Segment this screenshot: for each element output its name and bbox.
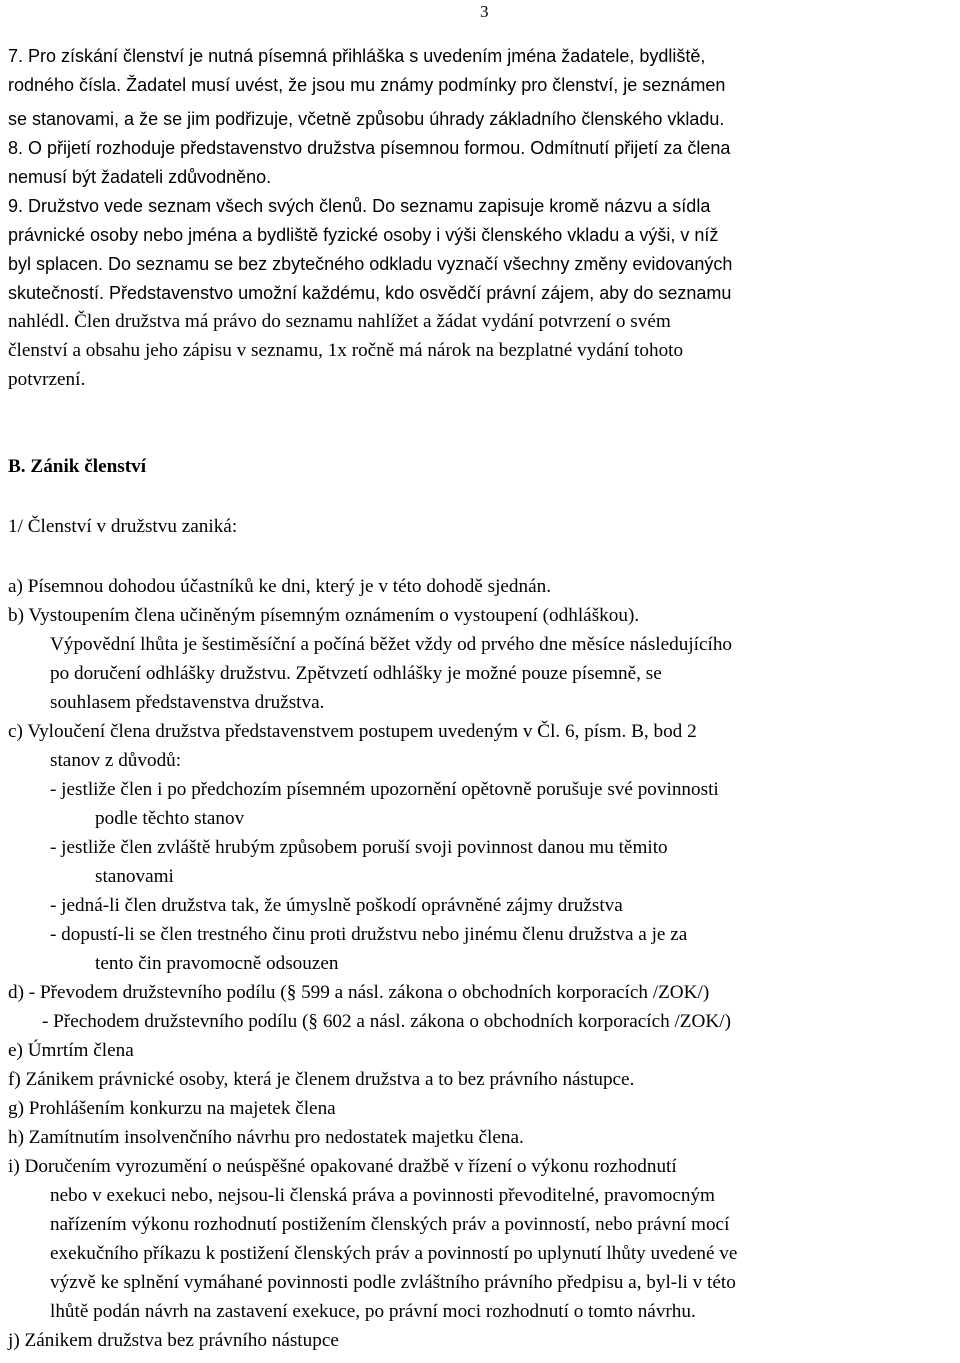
text-line: rodného čísla. Žadatel musí uvést, že jsou mu známy podmínky pro členství, je seznámen: [8, 75, 726, 95]
text-line: výzvě ke splnění vymáhané povinnosti podle zvláštního právního předpisu a, byl-li v této: [50, 1272, 736, 1293]
text-line: se stanovami, a že se jim podřizuje, včetně způsobu úhrady základního členského vkladu.: [8, 109, 725, 129]
text-line: 9. Družstvo vede seznam všech svých členů. Do seznamu zapisuje kromě názvu a sídla: [8, 196, 711, 216]
list-item: d) - Převodem družstevního podílu (§ 599 a násl. zákona o obchodních korporacích /ZOK/): [8, 982, 710, 1003]
text-line: podle těchto stanov: [95, 808, 245, 829]
text-line: exekučního příkazu k postižení členských práv a povinností po uplynutí lhůty uvedené ve: [50, 1243, 738, 1264]
text-line: souhlasem představenstva družstva.: [50, 692, 325, 713]
text-line: stanov z důvodů:: [50, 750, 182, 771]
list-item: f) Zánikem právnické osoby, která je členem družstva a to bez právního nástupce.: [8, 1069, 635, 1090]
text-line: 8. O přijetí rozhoduje představenstvo družstva písemnou formou. Odmítnutí přijetí za člena: [8, 138, 731, 158]
page-number: 3: [480, 2, 489, 21]
list-item: b) Vystoupením člena učiněným písemným oznámením o vystoupení (odhláškou).: [8, 605, 640, 626]
list-item: c) Vyloučení člena družstva představenstvem postupem uvedeným v Čl. 6, písm. B, bod 2: [8, 721, 697, 742]
list-item: j) Zánikem družstva bez právního nástupce: [8, 1330, 339, 1351]
list-item: a) Písemnou dohodou účastníků ke dni, který je v této dohodě sjednán.: [8, 576, 552, 597]
text-line: lhůtě podán návrh na zastavení exekuce, po právní moci rozhodnutí o tomto návrhu.: [50, 1301, 696, 1322]
text-line: po doručení odhlášky družstvu. Zpětvzetí odhlášky je možné pouze písemně, se: [50, 663, 662, 684]
section-heading: B. Zánik členství: [8, 456, 147, 477]
text-line: byl splacen. Do seznamu se bez zbytečného odkladu vyznačí všechny změny evidovaných: [8, 254, 733, 274]
text-line: potvrzení.: [8, 369, 86, 390]
text-line: nařízením výkonu rozhodnutí postižením členských práv a povinností, nebo právní mocí: [50, 1214, 730, 1235]
text-line: právnické osoby nebo jména a bydliště fyzické osoby i výši členského vkladu a výši, v níž: [8, 225, 719, 245]
text-line: nemusí být žadateli zdůvodněno.: [8, 167, 272, 187]
list-item: - jedná-li člen družstva tak, že úmyslně poškodí oprávněné zájmy družstva: [50, 895, 623, 916]
text-line: 7. Pro získání členství je nutná písemná přihláška s uvedením jména žadatele, bydliště,: [8, 46, 706, 66]
text-line: 1/ Členství v družstvu zaniká:: [8, 516, 238, 537]
list-item: - jestliže člen zvláště hrubým způsobem poruší svoji povinnost danou mu těmito: [50, 837, 668, 858]
list-item: e) Úmrtím člena: [8, 1040, 134, 1061]
text-line: nebo v exekuci nebo, nejsou-li členská práva a povinnosti převoditelné, pravomocným: [50, 1185, 715, 1206]
text-line: Výpovědní lhůta je šestiměsíční a počíná běžet vždy od prvého dne měsíce následujícího: [50, 634, 733, 655]
list-item: g) Prohlášením konkurzu na majetek člena: [8, 1098, 336, 1119]
list-item: - jestliže člen i po předchozím písemném upozornění opětovně porušuje své povinnosti: [50, 779, 719, 800]
text-line: členství a obsahu jeho zápisu v seznamu, 1x ročně má nárok na bezplatné vydání tohoto: [8, 340, 684, 361]
text-line: - Přechodem družstevního podílu (§ 602 a násl. zákona o obchodních korporacích /ZOK/): [42, 1011, 731, 1032]
text-line: nahlédl. Člen družstva má právo do seznamu nahlížet a žádat vydání potvrzení o svém: [8, 311, 671, 332]
list-item: i) Doručením vyrozumění o neúspěšné opakované dražbě v řízení o výkonu rozhodnutí: [8, 1156, 677, 1177]
text-line: stanovami: [95, 866, 174, 887]
text-line: tento čin pravomocně odsouzen: [95, 953, 339, 974]
text-line: skutečností. Představenstvo umožní každému, kdo osvědčí právní zájem, aby do seznamu: [8, 283, 732, 303]
list-item: - dopustí-li se člen trestného činu proti družstvu nebo jinému členu družstva a je za: [50, 924, 688, 945]
list-item: h) Zamítnutím insolvenčního návrhu pro nedostatek majetku člena.: [8, 1127, 524, 1148]
